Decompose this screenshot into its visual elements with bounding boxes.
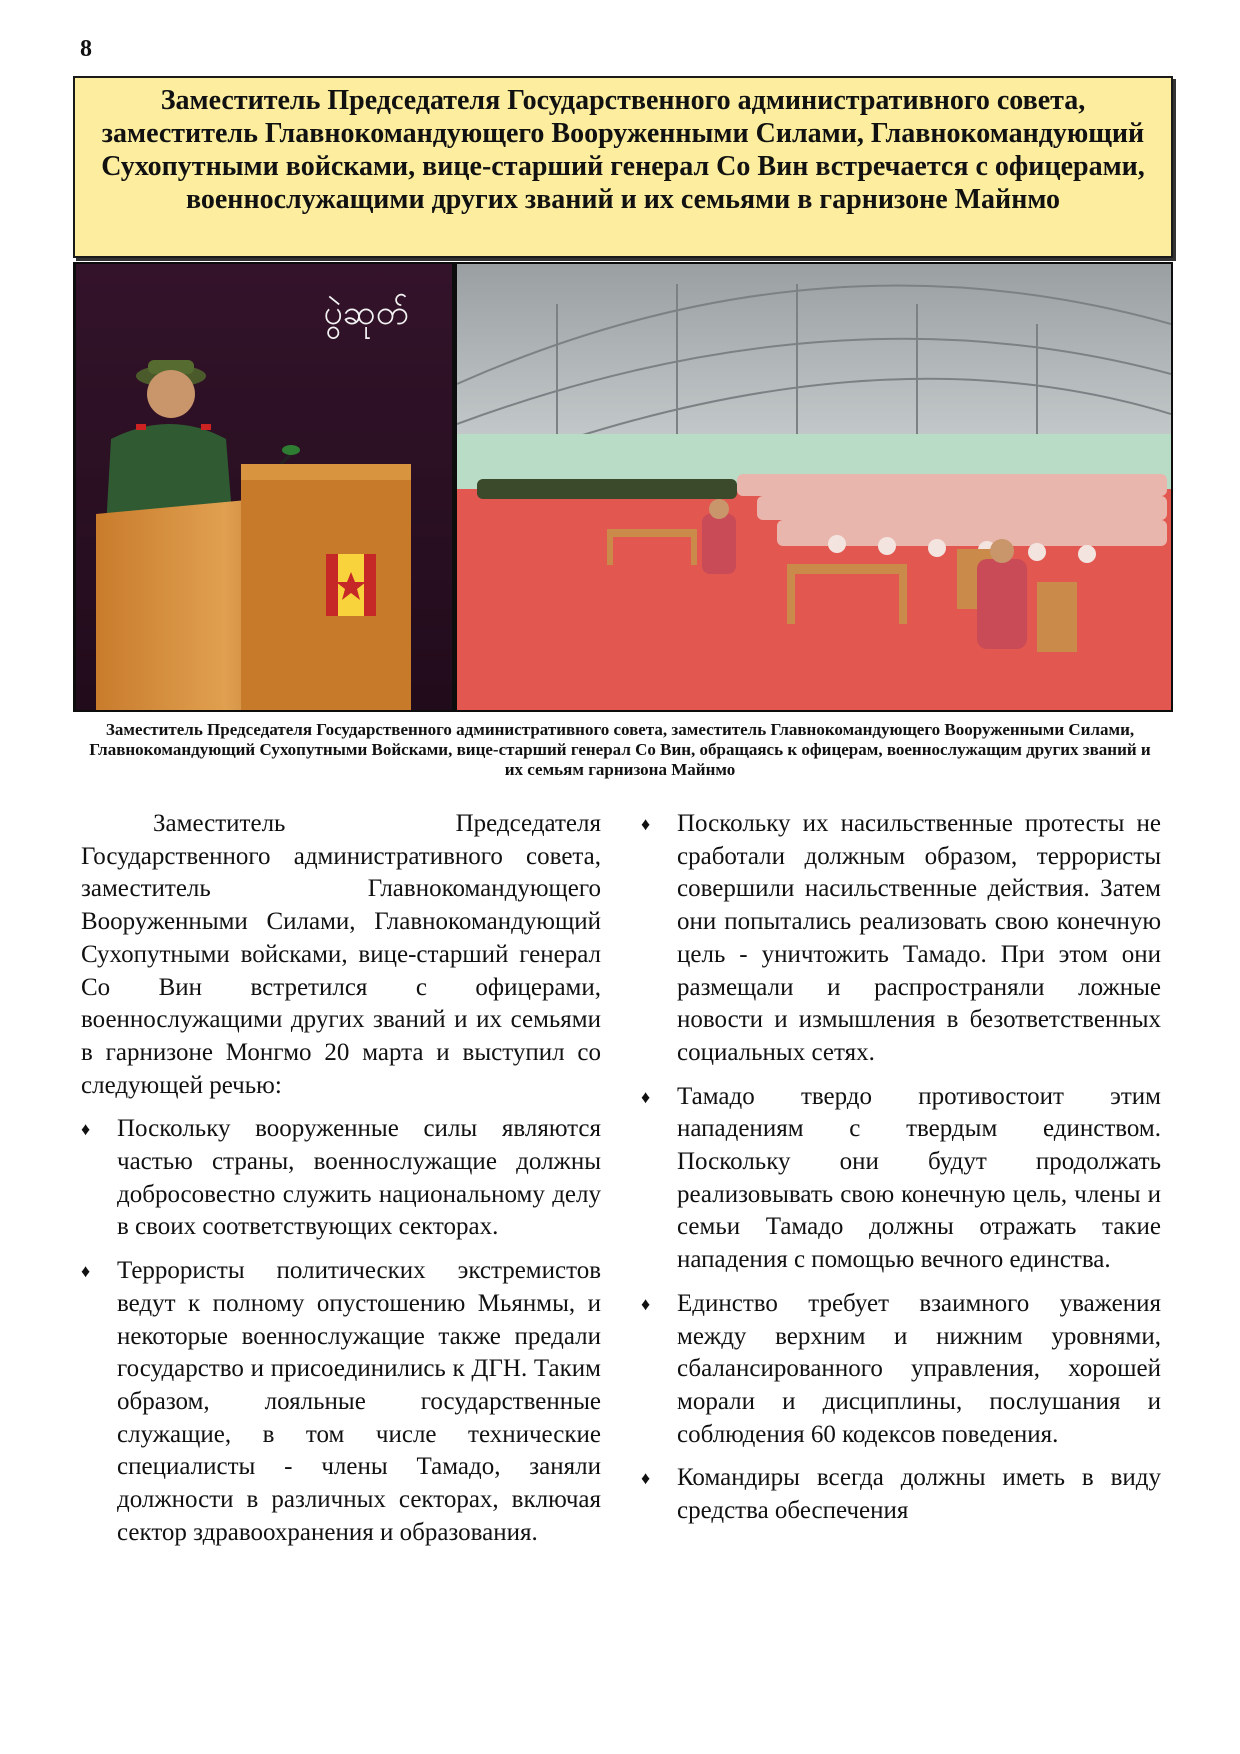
banner-text: ပွဲဆုတ် [323,293,409,333]
audience-photo [457,264,1171,710]
diamond-bullet-icon: ♦ [641,1468,651,1489]
bullet-text: Поскольку их насильственные протесты не сработали должным образом, террористы совершили насильственные действия. Затем они попытались реализовать свою конечную цель - уничтожить Тамадо. При этом они размещали и распространяли ложные новости и измышления в безответственных социальных сетях. [677,810,1161,1066]
diamond-bullet-icon: ♦ [81,1261,91,1282]
bullet-text: Тамадо твердо противостоит этим нападениям с твердым единством. Поскольку они будут продолжать реализовывать свою конечную цель, члены и семьи Тамадо должны отражать такие нападения с помощью вечного единства. [677,1082,1161,1274]
bullet-item [641,1288,1161,1452]
diamond-bullet-icon: ♦ [641,1086,651,1107]
left-column [81,808,601,1560]
page-number: 8 [80,36,92,62]
diamond-bullet-icon: ♦ [81,1119,91,1140]
bullet-item [641,808,1161,1070]
right-column [641,808,1161,1539]
bullet-text: Поскольку вооруженные силы являются частью страны, военнослужащие должны добросовестно служить национальному делу в своих соответствующих секторах. [117,1115,601,1241]
speaker-photo [76,264,452,710]
intro-paragraph: Заместитель Председателя Государственного административного совета, заместитель Главнокомандующего Вооруженными Силами, Главнокомандующий Сухопутными войсками, вице-старший генерал Со Вин встретился с офицерами, военнослужащими других званий и их семьями в гарнизоне Монгмо 20 марта и выступил со следующей речью: [81,810,601,1099]
bullet-item [81,1255,601,1549]
photo-frame [73,262,1173,712]
bullet-text: Террористы политических экстремистов ведут к полному опустошению Мьянмы, и некоторые военнослужащие также предали государство и присоединились к ДГН. Таким образом, лояльные государственные служащие, в том числе технические специалисты - члены Тамадо, заняли должности в различных секторах, включая сектор здравоохранения и образования. [117,1257,601,1546]
bullet-item [641,1462,1161,1527]
bullet-text: Единство требует взаимного уважения между верхним и нижним уровнями, сбалансированного управления, хорошей морали и дисциплины, послушания и соблюдения 60 кодексов поведения. [677,1289,1161,1448]
headline-box [73,76,1173,258]
bullet-item [81,1113,601,1244]
diamond-bullet-icon: ♦ [641,1293,651,1314]
photo-caption: Заместитель Председателя Государственного административного совета, заместитель Главнокомандующего Вооруженными Силами, Главнокомандующий Сухопутными Войсками, вице-старший генерал Со Вин, обращаясь к офицерам, военнослужащим других званий и их семьям гарнизона Майнмо [89,720,1151,779]
bullet-item [641,1081,1161,1277]
diamond-bullet-icon: ♦ [641,814,651,834]
headline: Заместитель Председателя Государственного административного совета, заместитель Главнокомандующего Вооруженными Силами, Главнокомандующий Сухопутными войсками, вице-старший генерал Со Вин встречается с офицерами, военнослужащими других званий и их семьями в гарнизоне Майнмо [101,85,1145,215]
bullet-text: Командиры всегда должны иметь в виду средства обеспечения [677,1464,1161,1525]
